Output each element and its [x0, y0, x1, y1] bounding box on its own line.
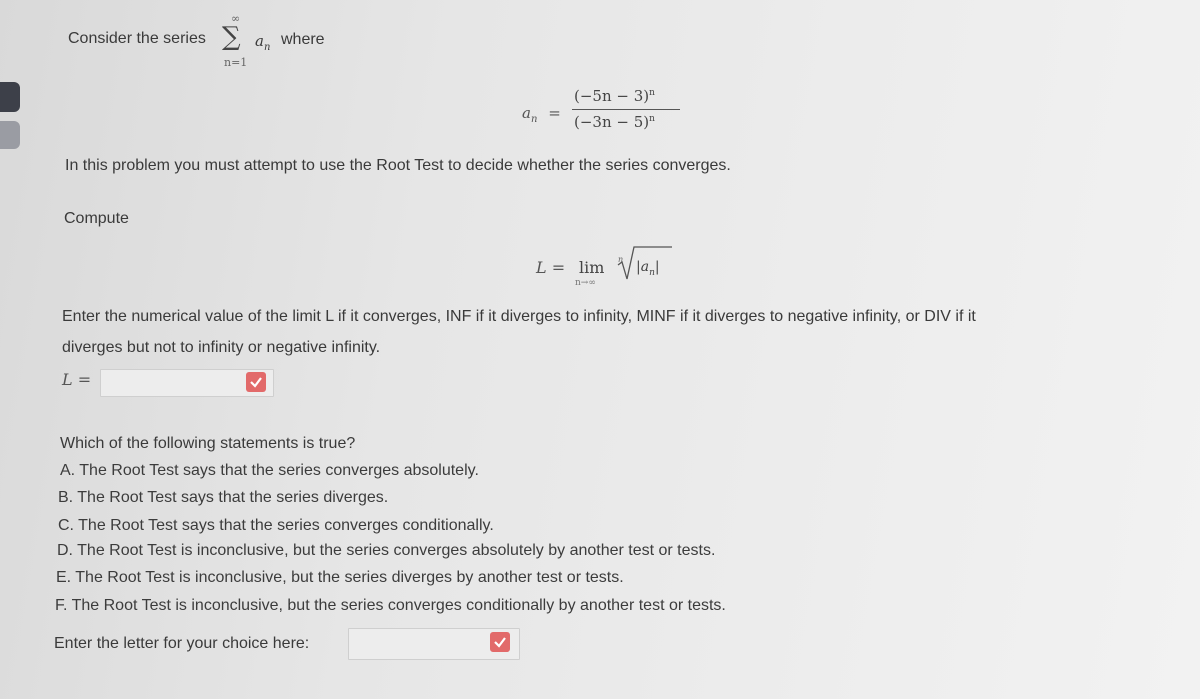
fraction-bar: [572, 109, 680, 110]
side-tab-active[interactable]: [0, 82, 20, 112]
enter-instructions-line1: Enter the numerical value of the limit L if it converges, INF if it diverges to infinity, MINF if it diverges to negative infinity, or DIV if it: [62, 308, 976, 325]
question-text: Which of the following statements is true?: [60, 435, 356, 452]
limit-sub: n→∞: [575, 278, 596, 288]
sigma-symbol: ∑: [222, 22, 241, 52]
enter-instructions-line2: diverges but not to infinity or negative infinity.: [62, 339, 381, 356]
instruction-text: In this problem you must attempt to use the Root Test to decide whether the series converges.: [65, 157, 731, 174]
option-a: A. The Root Test says that the series converges absolutely.: [60, 462, 479, 479]
sum-term: $a_n$: [255, 32, 271, 53]
root-content: $|a_n|$: [636, 259, 660, 278]
choice-label: Enter the letter for your choice here:: [54, 635, 310, 652]
option-f: F. The Root Test is inconclusive, but the series converges conditionally by another test or tests.: [55, 597, 726, 614]
option-e: E. The Root Test is inconclusive, but the series diverges by another test or tests.: [56, 569, 624, 586]
check-icon: [246, 372, 266, 392]
series-line: [68, 30, 206, 48]
option-d: D. The Root Test is inconclusive, but the series converges absolutely by another test or tests.: [57, 542, 716, 559]
sum-lower: n=1: [224, 56, 248, 69]
limit-lim: lim: [579, 258, 605, 277]
limit-L: L =: [536, 258, 566, 277]
compute-label: Compute: [64, 210, 129, 227]
numerator: $(-5n - 3)^n$: [574, 87, 655, 105]
option-c: C. The Root Test says that the series converges conditionally.: [58, 517, 494, 534]
root-index: n: [618, 255, 624, 264]
consider-prefix: Consider the series: [68, 30, 206, 47]
check-icon: [490, 632, 510, 652]
L-input-label: L =: [62, 370, 92, 389]
option-b: B. The Root Test says that the series diverges.: [58, 489, 389, 506]
denominator: $(-3n - 5)^n$: [574, 113, 655, 131]
consider-suffix: where: [281, 31, 325, 48]
side-tab[interactable]: [0, 121, 20, 149]
sum-upper: ∞: [231, 12, 241, 25]
an-label: $a_n$ =: [522, 104, 561, 125]
